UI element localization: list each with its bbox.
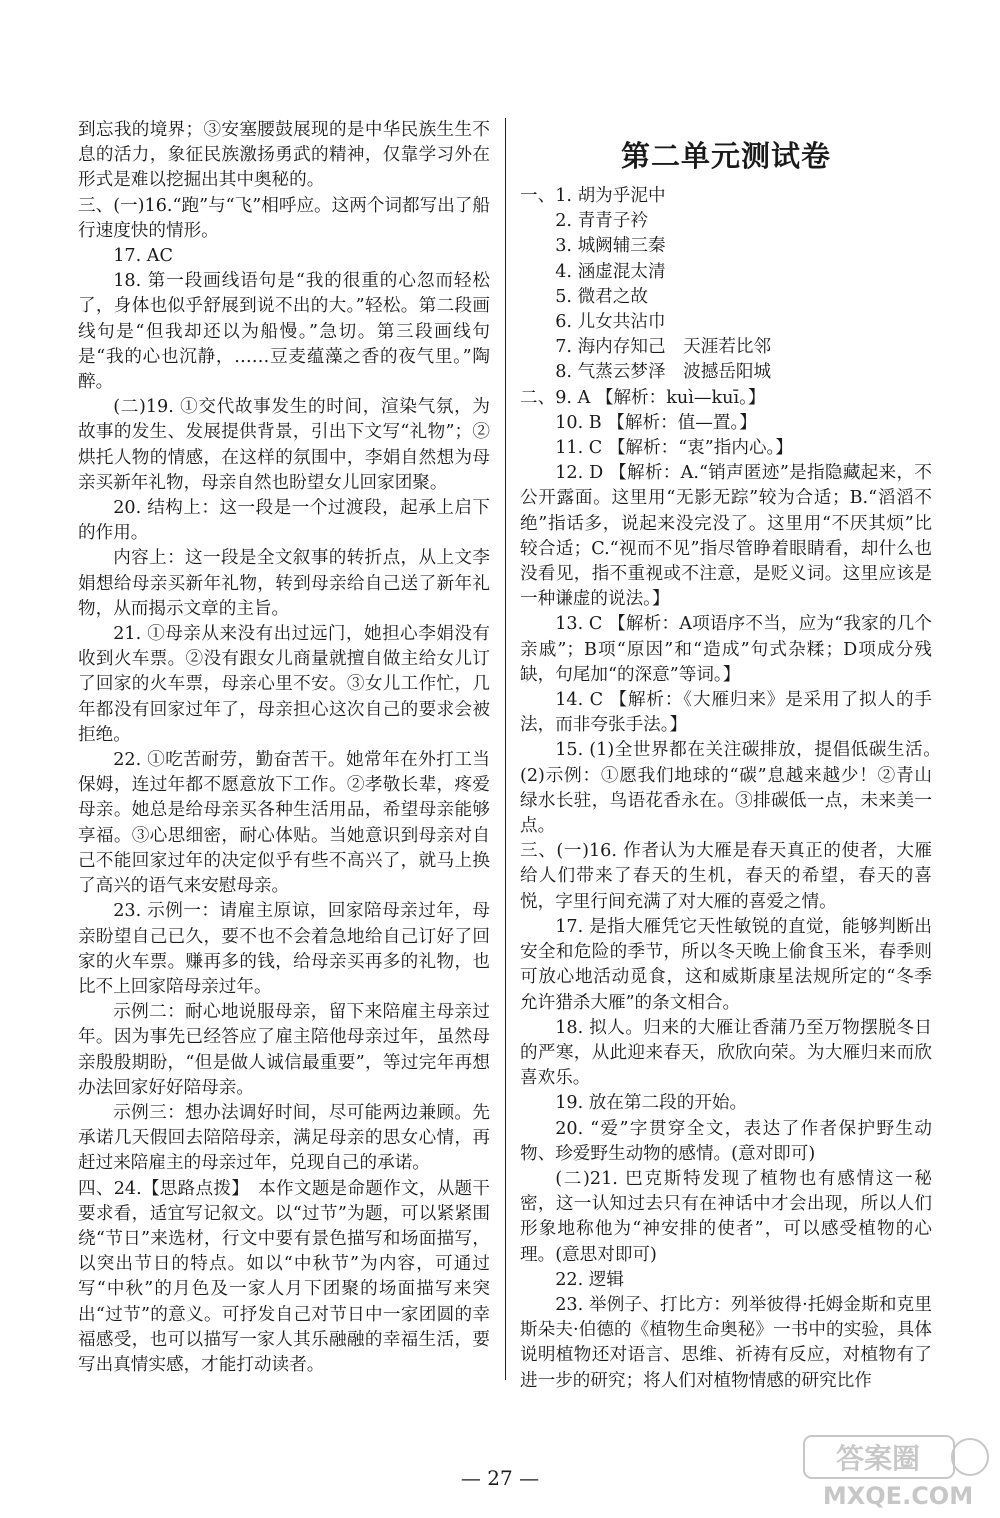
answer-paragraph: 5. 微君之故 bbox=[555, 286, 648, 307]
answer-paragraph: 3. 城阙辅三秦 bbox=[555, 236, 666, 257]
answer-paragraph: 14. C 【解析：《大雁归来》是采用了拟人的手法，而非夸张手法。】 bbox=[520, 690, 932, 736]
answer-paragraph: 19. 放在第二段的开始。 bbox=[555, 1093, 748, 1114]
answer-paragraph: 三、(一)16. 作者认为大雁是春天真正的使者，大雁给人们带来了春天的生机，春天的希望，春天的喜悦，字里行间充满了对大雁的喜爱之情。 bbox=[520, 841, 932, 912]
answer-paragraph: 23. 举例子、打比方：列举彼得·托姆金斯和克里斯朵夫·伯德的《植物生命奥秘》一书中的实验，具体说明植物还对语言、思维、祈祷有反应，对植物有了进一步的研究；将人们对植物情感的研究比作 bbox=[520, 1294, 932, 1391]
answer-paragraph: 6. 儿女共沾巾 bbox=[555, 312, 666, 333]
answer-paragraph: 13. C 【解析：A项语序不当，应为“我家的几个亲戚”；B项“原因”和“造成”句式杂糅；D项成分残缺，句尾加“的深意”等词。】 bbox=[520, 614, 932, 685]
answer-paragraph: (二)21. 巴克斯特发现了植物也有感情这一秘密，这一认知过去只有在神话中才会出现，所以人们形象地称他为“神安排的使者”，可以感受植物的心理。(意思对即可) bbox=[520, 1168, 932, 1265]
answer-paragraph: 到忘我的境界；③安塞腰鼓展现的是中华民族生生不息的活力，象征民族激扬勇武的精神，仅靠学习外在形式是难以挖掘出其中奥秘的。 bbox=[78, 120, 490, 191]
page-number: — 27 — bbox=[460, 1466, 540, 1490]
answer-paragraph: 20. 结构上：这一段是一个过渡段，起承上启下的作用。 bbox=[78, 498, 490, 544]
answer-paragraph: 二、9. A 【解析：kuì—kuī。】 bbox=[520, 387, 766, 408]
answer-paragraph: 22. ①吃苦耐劳，勤奋苦干。她常年在外打工当保姆，连过年都不愿意放下工作。②孝敬长辈，疼爱母亲。她总是给母亲买各种生活用品，希望母亲能够享福。③心思细密，耐心体贴。当她意识到母亲对自己不能回家过年的决定似乎有些不高兴了，就马上换了高兴的语气来安慰母亲。 bbox=[78, 750, 490, 897]
watermark-logo bbox=[802, 1432, 992, 1512]
answer-paragraph: 7. 海内存知己 天涯若比邻 bbox=[555, 337, 772, 358]
answer-paragraph: 一、1. 胡为乎泥中 bbox=[520, 186, 666, 206]
right-column bbox=[520, 118, 950, 1394]
left-column bbox=[78, 118, 490, 1378]
answer-paragraph: 示例三：想办法调好时间，尽可能两边兼顾。先承诺几天假回去陪陪母亲，满足母亲的思女心情，再赶过来陪雇主的母亲过年，兑现自己的承诺。 bbox=[78, 1102, 490, 1174]
watermark-line2: MXQE.COM bbox=[822, 1482, 974, 1510]
answer-paragraph: 23. 示例一：请雇主原谅，回家陪母亲过年，母亲盼望自己已久，要不也不会着急地给自己订好了回家的火车票。赚再多的钱，给母亲买再多的礼物，也比不上回家陪母亲过年。 bbox=[78, 901, 490, 997]
answer-paragraph: (二)19. ①交代故事发生的时间，渲染气氛，为故事的发生、发展提供背景，引出下文写“礼物”；②烘托人物的情感，在这样的氛围中，李娟自然想为母亲买新年礼物，母亲自然也盼望女儿回家团聚。 bbox=[78, 397, 490, 493]
answer-paragraph: 4. 涵虚混太清 bbox=[555, 261, 666, 282]
watermark-icon bbox=[802, 1432, 992, 1512]
answer-paragraph: 内容上：这一段是全文叙事的转折点，从上文李娟想给母亲买新年礼物，转到母亲给自己送了新年礼物，从而揭示文章的主旨。 bbox=[78, 548, 490, 619]
answer-paragraph: 示例二：耐心地说服母亲，留下来陪雇主母亲过年。因为事先已经答应了雇主陪他母亲过年，虽然母亲殷殷期盼，“但是做人诚信最重要”，等过完年再想办法回家好好陪母亲。 bbox=[78, 1002, 490, 1098]
answer-paragraph: 2. 青青子衿 bbox=[555, 211, 648, 232]
answer-paragraph: 17. 是指大雁凭它天性敏锐的直觉，能够判断出安全和危险的季节，所以冬天晚上偷食玉米，春季则可放心地活动觅食，这和威斯康星法规所定的“冬季允许猎杀大雁”的条文相合。 bbox=[520, 916, 932, 1013]
watermark-line1: 答案圈 bbox=[835, 1442, 921, 1475]
right-paragraphs bbox=[520, 184, 950, 1394]
answer-paragraph: 18. 拟人。归来的大雁让香蒲乃至万物摆脱冬日的严寒，从此迎来春天，欣欣向荣。为大雁归来而欣喜欢乐。 bbox=[520, 1017, 932, 1089]
answer-paragraph: 17. AC bbox=[113, 246, 173, 267]
answer-paragraph: 21. ①母亲从来没有出过远门，她担心李娟没有收到火车票。②没有跟女儿商量就擅自做主给女儿订了回家的火车票，母亲心里不安。③女儿工作忙，几年都没有回家过年了，母亲担心这次自己的要求会被拒绝。 bbox=[78, 624, 490, 745]
answer-paragraph: 22. 逻辑 bbox=[555, 1269, 624, 1290]
answer-paragraph: 11. C 【解析：“衷”指内心。】 bbox=[555, 438, 793, 459]
section-title: 第二单元测试卷 bbox=[620, 139, 831, 173]
column-divider bbox=[505, 118, 506, 1380]
answer-paragraph: 10. B 【解析：值—置。】 bbox=[555, 412, 757, 433]
answer-paragraph: 三、(一)16.“跑”与“飞”相呼应。这两个词都写出了船行速度快的情形。 bbox=[78, 195, 490, 241]
answer-paragraph: 四、24.【思路点拨】 本作文题是命题作文，从题干要求看，适宜写记叙文。以“过节”为题，可以紧紧围绕“节日”来选材，行文中要有景色描写和场面描写，以突出节日的特点。如以“中秋节”为内容，可通过写“中秋”的月色及一家人月下团聚的场面描写来突出“过节”的意义。可抒发自己对节日中一家团圆的幸福感受，也可以描写一家人其乐融融的幸福生活，要写出真情实感，才能打动读者。 bbox=[78, 1178, 490, 1375]
answer-paragraph: 18. 第一段画线语句是“我的很重的心忽而轻松了，身体也似乎舒展到说不出的大。”轻松。第二段画线句是“但我却还以为船慢。”急切。第三段画线句是“我的心也沉静，……豆麦蕴藻之香的夜气里。”陶醉。 bbox=[78, 271, 490, 393]
answer-paragraph: 12. D 【解析：A.“销声匿迹”是指隐藏起来，不公开露面。这里用“无影无踪”较为合适；B.“滔滔不绝”指话多，说起来没完没了。这里用“不厌其烦”比较合适；C.“视而不见”指尽管睁着眼睛看，却什么也没看见，指不重视或不注意，是贬义词。这里应该是一种谦虚的说法。】 bbox=[520, 463, 932, 610]
answer-paragraph: 8. 气蒸云梦泽 波撼岳阳城 bbox=[555, 362, 772, 383]
answer-paragraph: 20. “爱”字贯穿全文，表达了作者保护野生动物、珍爱野生动物的感情。(意对即可) bbox=[520, 1118, 932, 1164]
answer-paragraph: 15. (1)全世界都在关注碳排放，提倡低碳生活。 (2)示例：①愿我们地球的“碳”息越来越少！②青山绿水长驻，鸟语花香永在。③排碳低一点，未来美一点。 bbox=[520, 740, 950, 837]
